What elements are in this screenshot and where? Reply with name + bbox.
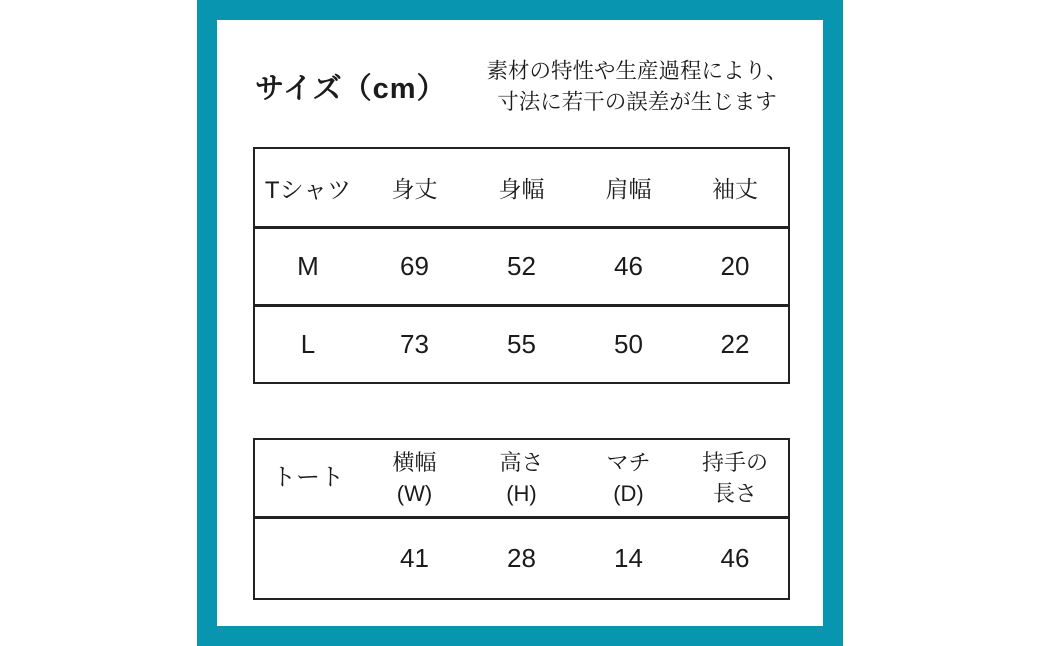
tote-width-value: 41	[400, 542, 429, 573]
tote-col-handle-line1: 持手の	[701, 449, 768, 475]
tote-handle-length-value: 46	[720, 542, 750, 573]
tote-col-width-line2: (W)	[396, 480, 433, 506]
page-title: サイズ（cm）	[255, 73, 447, 105]
tote-col-depth-line2: (D)	[613, 480, 644, 506]
tshirt-size-m: M	[254, 227, 361, 305]
tshirt-col-shoulder-width: 肩幅	[575, 148, 682, 227]
disclaimer-note	[472, 56, 802, 118]
tshirt-l-body-length: 73	[400, 328, 429, 359]
tote-table-label: トート	[254, 439, 361, 517]
tshirt-l-shoulder-width: 50	[614, 328, 643, 359]
tote-header-row	[254, 439, 789, 517]
tshirt-l-body-width: 55	[507, 328, 536, 359]
tote-depth-value: 14	[614, 542, 643, 573]
tshirt-col-body-width: 身幅	[468, 148, 575, 227]
tote-height-value: 28	[507, 542, 536, 573]
tote-col-height-line1: 高さ	[499, 449, 544, 475]
tshirt-col-body-length: 身丈	[361, 148, 468, 227]
tshirt-table-label: Tシャツ	[254, 148, 361, 227]
tote-size-table	[253, 438, 790, 600]
tshirt-l-sleeve-length: 22	[720, 328, 750, 359]
tshirt-row-m	[254, 227, 789, 305]
tshirt-header-row	[254, 148, 789, 227]
tote-col-handle-length	[682, 439, 789, 517]
tshirt-size-l: L	[300, 328, 316, 359]
tshirt-m-sleeve-length: 20	[682, 227, 789, 305]
tote-col-height-line2: (H)	[506, 480, 537, 506]
tote-col-handle-line2: 長さ	[712, 480, 757, 506]
teal-frame	[197, 0, 843, 646]
tote-row-label-empty	[254, 517, 361, 599]
disclaimer-line-1: 素材の特性や生産過程により、	[486, 59, 788, 83]
tote-data-row	[254, 517, 789, 599]
tshirt-col-sleeve-length: 袖丈	[682, 148, 789, 227]
tshirt-m-body-width: 52	[468, 227, 575, 305]
tshirt-m-body-length: 69	[361, 227, 468, 305]
tote-col-depth-line1: マチ	[606, 449, 651, 475]
tshirt-m-shoulder-width: 46	[575, 227, 682, 305]
tshirt-row-l	[254, 305, 789, 383]
tote-col-height	[468, 439, 575, 517]
tshirt-size-table	[253, 147, 790, 384]
tote-col-width-line1: 横幅	[392, 449, 437, 475]
tote-col-depth	[575, 439, 682, 517]
disclaimer-line-2: 寸法に若干の誤差が生じます	[497, 90, 777, 114]
tote-col-width	[361, 439, 468, 517]
